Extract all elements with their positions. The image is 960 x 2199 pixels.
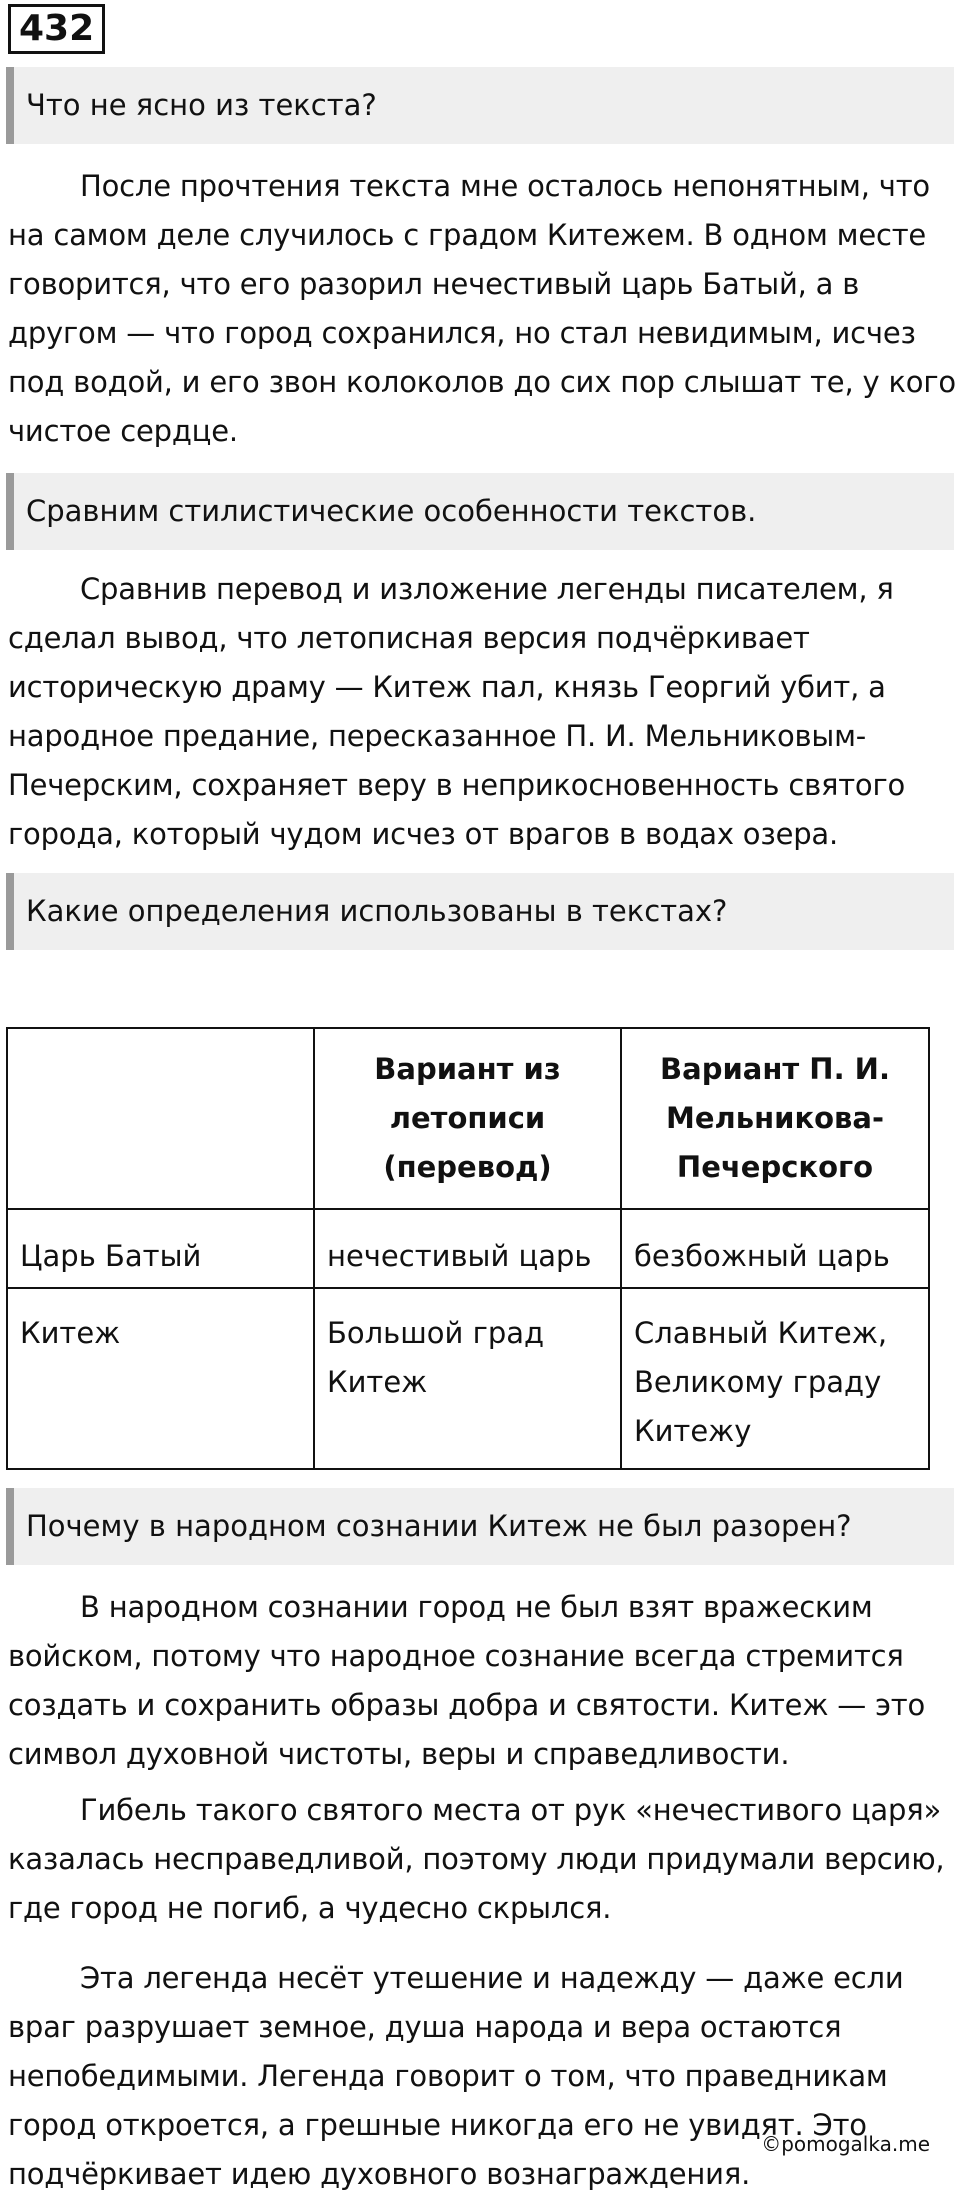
answer-paragraph-2: Сравнив перевод и изложение легенды писателем, я сделал вывод, что летописная версия подчёркивает историческую драму — Китеж пал, князь Георгий убит, а народное предание, пересказанное П. И. Мельниковым-Печерским, сохраняет веру в неприкосновенность святого города, который чудом исчез от врагов в водах озера. bbox=[8, 572, 906, 851]
table-row bbox=[7, 1209, 929, 1288]
table-cell: безбожный царь bbox=[621, 1209, 929, 1288]
question-heading-3: Какие определения использованы в текстах? bbox=[6, 873, 954, 950]
table-cell: Славный Китеж, Великому граду Китежу bbox=[621, 1288, 929, 1469]
table-cell: нечестивый царь bbox=[314, 1209, 621, 1288]
answer-paragraph-3: В народном сознании город не был взят вражеским войском, потому что народное сознание всегда стремится создать и сохранить образы добра и святости. Китеж — это символ духовной чистоты, веры и справедливости. bbox=[8, 1590, 926, 1771]
answer-paragraph-5: Эта легенда несёт утешение и надежду — даже если враг разрушает земное, душа народа и вера остаются непобедимыми. Легенда говорит о том, что праведникам город откроется, а грешные никогда его не увидят. Это подчёркивает идею духовного вознаграждения. bbox=[8, 1961, 904, 2191]
table-header-cell: Вариант П. И. Мельникова-Печерского bbox=[621, 1028, 929, 1209]
question-heading-2: Сравним стилистические особенности текстов. bbox=[6, 473, 954, 550]
answer-paragraph-4: Гибель такого святого места от рук «нечестивого царя» казалась несправедливой, поэтому люди придумали версию, где город не погиб, а чудесно скрылся. bbox=[8, 1793, 945, 1925]
watermark: ©pomogalka.me bbox=[761, 2132, 930, 2156]
table-header-cell: Вариант из летописи (перевод) bbox=[314, 1028, 621, 1209]
table-cell: Большой град Китеж bbox=[314, 1288, 621, 1469]
table-header-row bbox=[7, 1028, 929, 1209]
table-header-cell bbox=[7, 1028, 314, 1209]
definitions-table bbox=[6, 1027, 930, 1470]
table-row bbox=[7, 1288, 929, 1469]
answer-paragraph-1: После прочтения текста мне осталось непонятным, что на самом деле случилось с градом Китежем. В одном месте говорится, что его разорил нечестивый царь Батый, а в другом — что город сохранился, но стал невидимым, исчез под водой, и его звон колоколов до сих пор слышат те, у кого чистое сердце. bbox=[8, 169, 956, 448]
question-heading-1: Что не ясно из текста? bbox=[6, 67, 954, 144]
exercise-number: 432 bbox=[8, 4, 105, 54]
question-heading-4: Почему в народном сознании Китеж не был разорен? bbox=[6, 1488, 954, 1565]
table-cell: Китеж bbox=[7, 1288, 314, 1469]
table-cell: Царь Батый bbox=[7, 1209, 314, 1288]
